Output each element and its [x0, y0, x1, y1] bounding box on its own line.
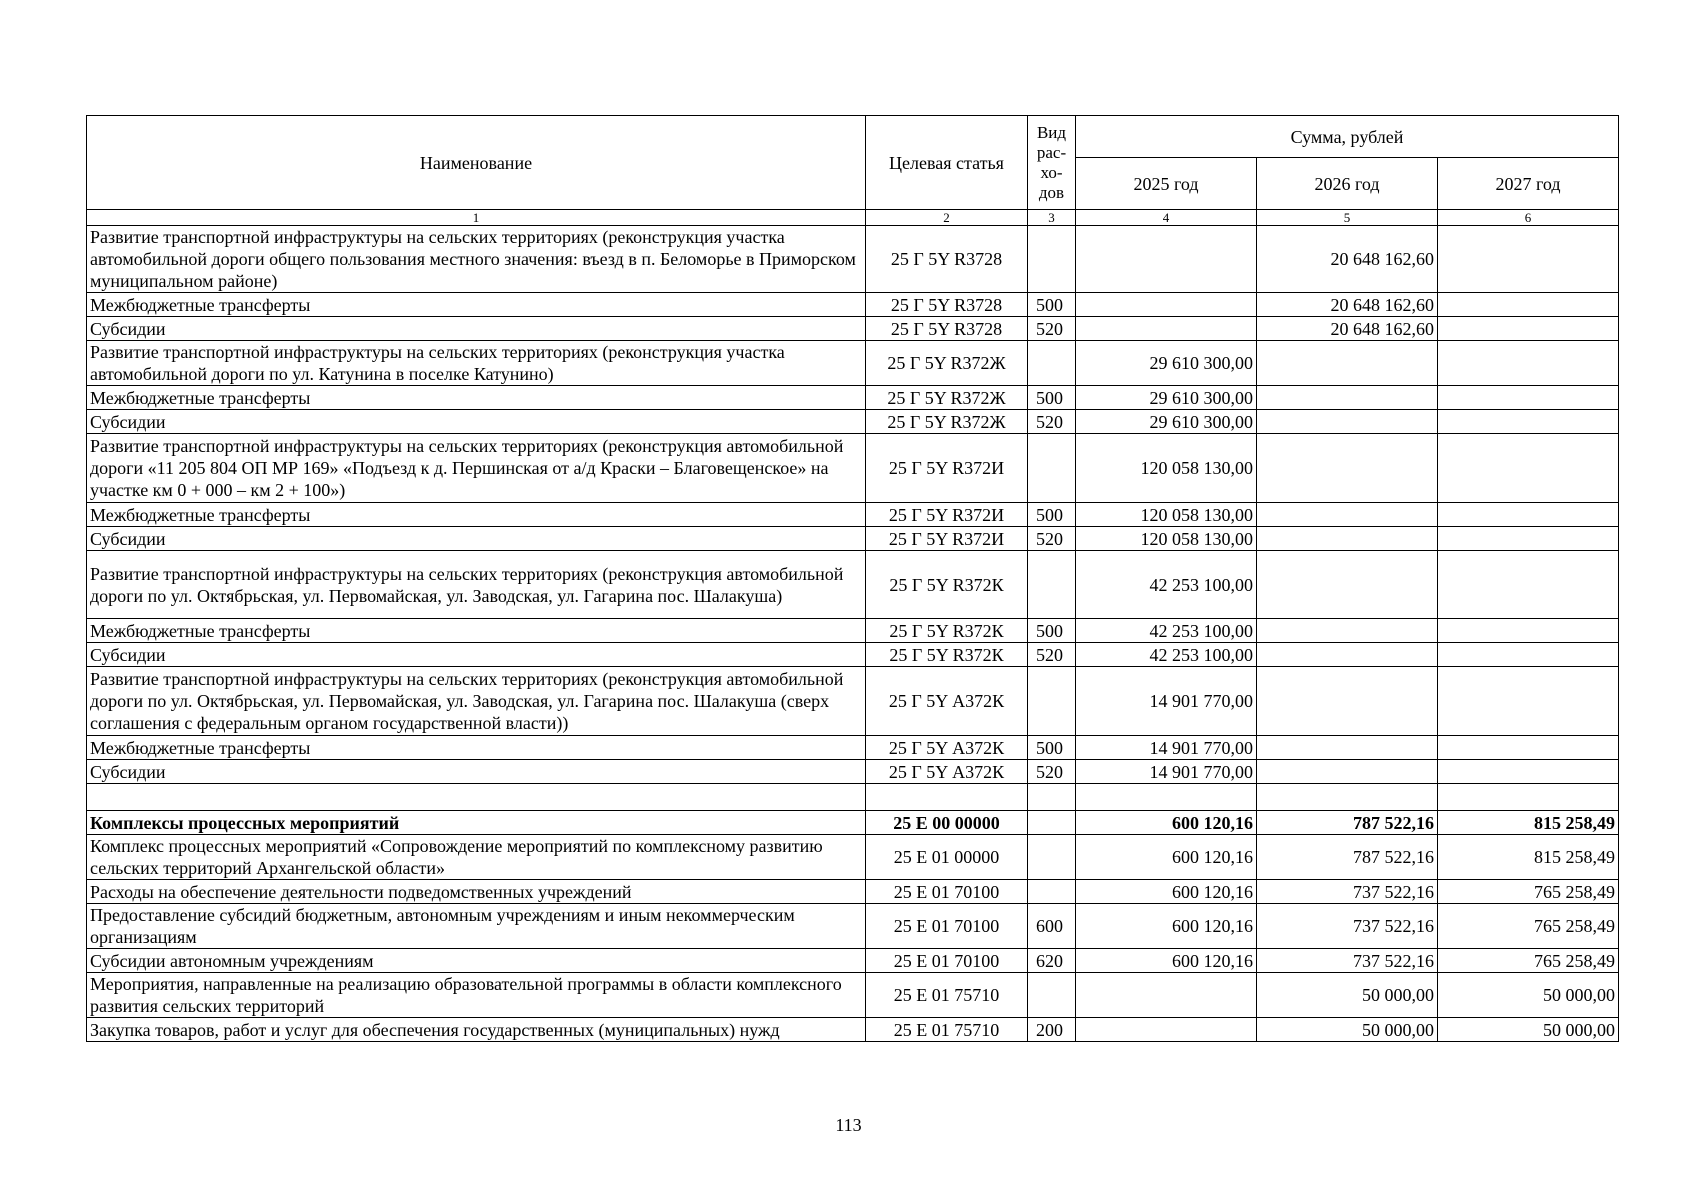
column-number: 6 [1438, 210, 1619, 226]
table-row [87, 293, 1619, 317]
row-sum-2026: 50 000,00 [1257, 973, 1438, 1018]
row-expense-type: 200 [1028, 1018, 1076, 1042]
row-sum-2025: 42 253 100,00 [1076, 619, 1257, 643]
row-sum-2027 [1438, 760, 1619, 784]
row-sum-2027 [1438, 341, 1619, 386]
row-target-code: 25 Е 01 00000 [866, 835, 1028, 880]
row-target-code [866, 784, 1028, 811]
row-sum-2027 [1438, 434, 1619, 503]
row-sum-2027 [1438, 736, 1619, 760]
row-name: Закупка товаров, работ и услуг для обеспечения государственных (муниципальных) нужд [87, 1018, 866, 1042]
row-sum-2026: 20 648 162,60 [1257, 293, 1438, 317]
row-name: Комплекс процессных мероприятий «Сопровождение мероприятий по комплексному развитию сельских территорий Архангельской области» [87, 835, 866, 880]
row-target-code: 25 Г 5Y R372И [866, 434, 1028, 503]
row-sum-2027: 815 258,49 [1438, 811, 1619, 835]
header-year-2026: 2026 год [1257, 158, 1438, 210]
row-target-code: 25 Г 5Y А372К [866, 760, 1028, 784]
row-target-code: 25 Г 5Y А372К [866, 736, 1028, 760]
row-sum-2026: 787 522,16 [1257, 811, 1438, 835]
row-sum-2025: 42 253 100,00 [1076, 643, 1257, 667]
row-sum-2025: 600 120,16 [1076, 880, 1257, 904]
row-sum-2025 [1076, 293, 1257, 317]
row-expense-type [1028, 835, 1076, 880]
row-expense-type: 500 [1028, 619, 1076, 643]
row-sum-2026 [1257, 736, 1438, 760]
row-expense-type [1028, 341, 1076, 386]
row-sum-2026 [1257, 760, 1438, 784]
row-target-code: 25 Г 5Y R3728 [866, 293, 1028, 317]
row-sum-2025 [1076, 317, 1257, 341]
row-sum-2027 [1438, 317, 1619, 341]
row-name [87, 784, 866, 811]
row-sum-2025: 14 901 770,00 [1076, 736, 1257, 760]
row-sum-2027 [1438, 386, 1619, 410]
row-expense-type [1028, 973, 1076, 1018]
table-row [87, 736, 1619, 760]
row-target-code: 25 Г 5Y R372Ж [866, 386, 1028, 410]
row-sum-2025: 600 120,16 [1076, 835, 1257, 880]
row-expense-type [1028, 226, 1076, 293]
column-number: 2 [866, 210, 1028, 226]
row-name: Субсидии [87, 410, 866, 434]
table-row [87, 619, 1619, 643]
table-row [87, 784, 1619, 811]
row-name: Развитие транспортной инфраструктуры на сельских территориях (реконструкция участка автомобильной дороги общего пользования местного значения: въезд в п. Беломорье в Приморском муниципальном районе) [87, 226, 866, 293]
row-name: Межбюджетные трансферты [87, 619, 866, 643]
row-target-code: 25 Г 5Y А372К [866, 667, 1028, 736]
row-target-code: 25 Г 5Y R372К [866, 551, 1028, 619]
row-target-code: 25 Е 00 00000 [866, 811, 1028, 835]
row-expense-type [1028, 434, 1076, 503]
row-name: Субсидии [87, 643, 866, 667]
row-sum-2027 [1438, 619, 1619, 643]
row-target-code: 25 Е 01 70100 [866, 880, 1028, 904]
row-sum-2025 [1076, 784, 1257, 811]
row-expense-type: 500 [1028, 386, 1076, 410]
row-target-code: 25 Г 5Y R372Ж [866, 341, 1028, 386]
row-sum-2026: 20 648 162,60 [1257, 226, 1438, 293]
row-target-code: 25 Е 01 70100 [866, 949, 1028, 973]
table-row [87, 835, 1619, 880]
row-sum-2026 [1257, 410, 1438, 434]
row-sum-2027 [1438, 410, 1619, 434]
row-target-code: 25 Г 5Y R372И [866, 527, 1028, 551]
row-name: Субсидии [87, 317, 866, 341]
row-expense-type [1028, 811, 1076, 835]
row-expense-type: 620 [1028, 949, 1076, 973]
row-name: Развитие транспортной инфраструктуры на сельских территориях (реконструкция участка автомобильной дороги по ул. Катунина в поселке Катунино) [87, 341, 866, 386]
row-sum-2026 [1257, 434, 1438, 503]
row-expense-type: 520 [1028, 527, 1076, 551]
table-row [87, 880, 1619, 904]
row-sum-2027 [1438, 667, 1619, 736]
row-name: Расходы на обеспечение деятельности подведомственных учреждений [87, 880, 866, 904]
row-sum-2027 [1438, 527, 1619, 551]
table-row [87, 410, 1619, 434]
table-row [87, 317, 1619, 341]
row-name: Субсидии автономным учреждениям [87, 949, 866, 973]
table-row [87, 811, 1619, 835]
row-sum-2025: 120 058 130,00 [1076, 503, 1257, 527]
row-expense-type: 500 [1028, 293, 1076, 317]
row-target-code: 25 Г 5Y R372К [866, 619, 1028, 643]
row-target-code: 25 Г 5Y R3728 [866, 226, 1028, 293]
table-body [87, 226, 1619, 1042]
row-sum-2026 [1257, 527, 1438, 551]
column-number: 4 [1076, 210, 1257, 226]
row-expense-type: 500 [1028, 736, 1076, 760]
table-row [87, 643, 1619, 667]
row-sum-2027: 50 000,00 [1438, 973, 1619, 1018]
row-sum-2027 [1438, 551, 1619, 619]
row-target-code: 25 Г 5Y R372И [866, 503, 1028, 527]
table-row [87, 949, 1619, 973]
row-expense-type: 520 [1028, 643, 1076, 667]
row-sum-2026 [1257, 784, 1438, 811]
row-target-code: 25 Г 5Y R372Ж [866, 410, 1028, 434]
row-sum-2026 [1257, 341, 1438, 386]
budget-table [86, 115, 1619, 1042]
header-year-2025: 2025 год [1076, 158, 1257, 210]
header-name: Наименование [87, 116, 866, 210]
row-name: Комплексы процессных мероприятий [87, 811, 866, 835]
row-sum-2026 [1257, 667, 1438, 736]
row-name: Мероприятия, направленные на реализацию образовательной программы в области комплексного развития сельских территорий [87, 973, 866, 1018]
row-sum-2026: 787 522,16 [1257, 835, 1438, 880]
header-year-2027: 2027 год [1438, 158, 1619, 210]
row-sum-2025: 600 120,16 [1076, 811, 1257, 835]
column-number: 3 [1028, 210, 1076, 226]
row-expense-type: 520 [1028, 410, 1076, 434]
row-sum-2025: 14 901 770,00 [1076, 667, 1257, 736]
budget-page [86, 115, 1618, 1042]
table-row [87, 386, 1619, 410]
column-number-row [87, 210, 1619, 226]
table-row [87, 527, 1619, 551]
row-target-code: 25 Г 5Y R372К [866, 643, 1028, 667]
table-row [87, 434, 1619, 503]
row-sum-2025: 29 610 300,00 [1076, 410, 1257, 434]
row-sum-2027 [1438, 293, 1619, 317]
row-target-code: 25 Е 01 70100 [866, 904, 1028, 949]
table-row [87, 667, 1619, 736]
column-number: 5 [1257, 210, 1438, 226]
row-name: Развитие транспортной инфраструктуры на сельских территориях (реконструкция автомобильной дороги «11 205 804 ОП МР 169» «Подъезд к д. Першинская от а/д Краски – Благовещенское» на участке км 0 + 000 – км 2 + 100») [87, 434, 866, 503]
row-target-code: 25 Е 01 75710 [866, 1018, 1028, 1042]
page-number: 113 [835, 1115, 862, 1135]
row-sum-2025: 600 120,16 [1076, 949, 1257, 973]
row-expense-type [1028, 667, 1076, 736]
row-expense-type [1028, 784, 1076, 811]
table-row [87, 904, 1619, 949]
row-sum-2027 [1438, 503, 1619, 527]
row-sum-2025: 14 901 770,00 [1076, 760, 1257, 784]
table-row [87, 226, 1619, 293]
row-sum-2025: 120 058 130,00 [1076, 527, 1257, 551]
row-sum-2027 [1438, 643, 1619, 667]
row-expense-type [1028, 880, 1076, 904]
table-row [87, 341, 1619, 386]
row-sum-2027: 50 000,00 [1438, 1018, 1619, 1042]
row-name: Межбюджетные трансферты [87, 386, 866, 410]
row-sum-2025: 42 253 100,00 [1076, 551, 1257, 619]
row-sum-2026 [1257, 643, 1438, 667]
header-row-1 [87, 116, 1619, 158]
row-sum-2026: 20 648 162,60 [1257, 317, 1438, 341]
row-target-code: 25 Е 01 75710 [866, 973, 1028, 1018]
row-sum-2027 [1438, 784, 1619, 811]
row-sum-2025: 120 058 130,00 [1076, 434, 1257, 503]
row-sum-2025: 600 120,16 [1076, 904, 1257, 949]
table-row [87, 503, 1619, 527]
row-sum-2026 [1257, 551, 1438, 619]
row-name: Межбюджетные трансферты [87, 736, 866, 760]
table-row [87, 973, 1619, 1018]
row-sum-2026: 737 522,16 [1257, 904, 1438, 949]
row-sum-2026 [1257, 503, 1438, 527]
table-row [87, 1018, 1619, 1042]
row-sum-2027: 765 258,49 [1438, 880, 1619, 904]
row-sum-2025: 29 610 300,00 [1076, 386, 1257, 410]
row-sum-2025 [1076, 973, 1257, 1018]
row-sum-2027: 765 258,49 [1438, 949, 1619, 973]
row-name: Предоставление субсидий бюджетным, автономным учреждениям и иным некоммерческим организациям [87, 904, 866, 949]
row-sum-2026 [1257, 386, 1438, 410]
row-sum-2025 [1076, 226, 1257, 293]
row-sum-2026 [1257, 619, 1438, 643]
row-sum-2026: 737 522,16 [1257, 880, 1438, 904]
row-name: Межбюджетные трансферты [87, 503, 866, 527]
row-name: Межбюджетные трансферты [87, 293, 866, 317]
row-sum-2027 [1438, 226, 1619, 293]
row-expense-type: 520 [1028, 760, 1076, 784]
header-target: Целевая статья [866, 116, 1028, 210]
row-expense-type: 500 [1028, 503, 1076, 527]
row-expense-type: 600 [1028, 904, 1076, 949]
row-sum-2026: 737 522,16 [1257, 949, 1438, 973]
row-name: Развитие транспортной инфраструктуры на сельских территориях (реконструкция автомобильной дороги по ул. Октябрьская, ул. Первомайская, ул. Заводская, ул. Гагарина пос. Шалакуша (сверх соглашения с федеральным органом государственной власти)) [87, 667, 866, 736]
row-name: Развитие транспортной инфраструктуры на сельских территориях (реконструкция автомобильной дороги по ул. Октябрьская, ул. Первомайская, ул. Заводская, ул. Гагарина пос. Шалакуша) [87, 551, 866, 619]
row-name: Субсидии [87, 760, 866, 784]
table-row [87, 551, 1619, 619]
row-sum-2025: 29 610 300,00 [1076, 341, 1257, 386]
row-sum-2027: 765 258,49 [1438, 904, 1619, 949]
header-sum: Сумма, рублей [1076, 116, 1619, 158]
row-sum-2026: 50 000,00 [1257, 1018, 1438, 1042]
row-target-code: 25 Г 5Y R3728 [866, 317, 1028, 341]
row-expense-type: 520 [1028, 317, 1076, 341]
row-sum-2025 [1076, 1018, 1257, 1042]
row-sum-2027: 815 258,49 [1438, 835, 1619, 880]
header-vid: Вид рас-хо-дов [1028, 116, 1076, 210]
row-expense-type [1028, 551, 1076, 619]
column-number: 1 [87, 210, 866, 226]
table-row [87, 760, 1619, 784]
row-name: Субсидии [87, 527, 866, 551]
